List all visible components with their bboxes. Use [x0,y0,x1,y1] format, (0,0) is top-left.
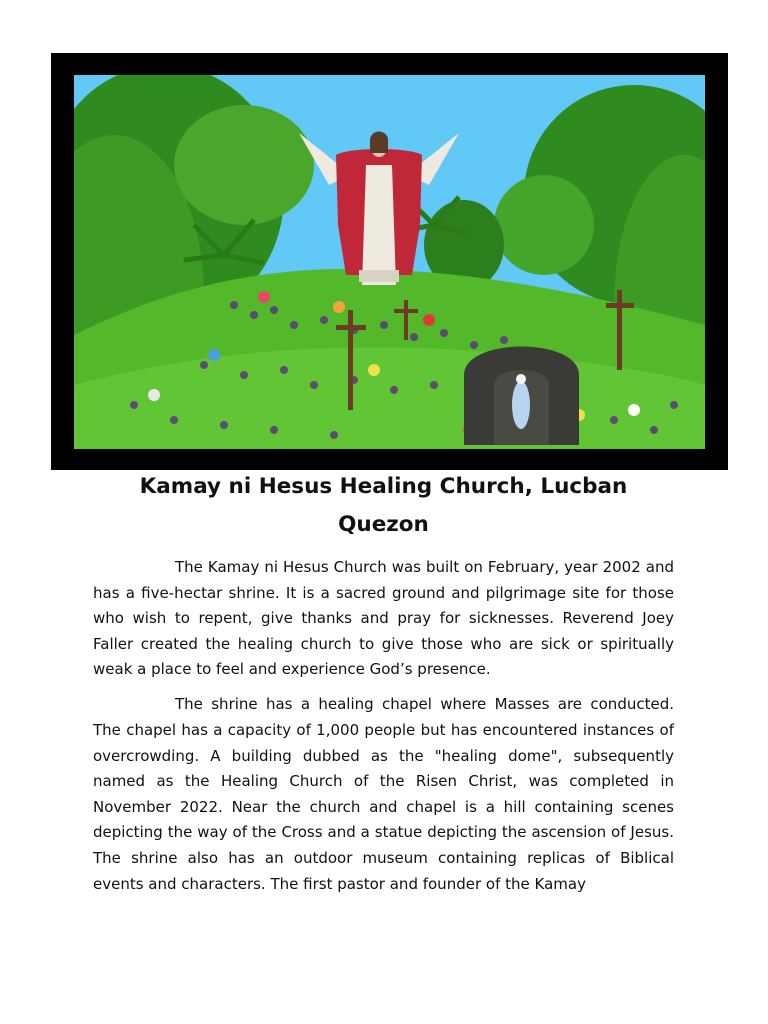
page-title: Kamay ni Hesus Healing Church, Lucban Quezon [139,474,628,537]
paragraph-2: The shrine has a healing chapel where Masses are conducted. The chapel has a capacity of 1,000 people but has encountered instances of overcrowding. A building dubbed as the "healing dome", subsequently named as the Healing Church of the Risen Christ, was completed in November 2022. Near the church and chapel is a hill containing scenes depicting the way of the Cross and a statue depicting the ascension of Jesus. The shrine also has an outdoor museum containing replicas of Biblical events and characters. The first pastor and founder of the Kamay [93,695,674,893]
shrine-photo [74,75,705,449]
paragraph-1: The Kamay ni Hesus Church was built on February, year 2002 and has a five-hectar shrine. It is a sacred ground and pilgrimage site for those who wish to repent, give thanks and pray for sicknesses. Reverend Joey Faller created the healing church to give those who are sick or spiritually weak a place to feel and experience God’s presence. [93,558,674,679]
photo-frame [51,53,728,470]
mary-statue [512,381,530,429]
article-body [93,555,674,907]
